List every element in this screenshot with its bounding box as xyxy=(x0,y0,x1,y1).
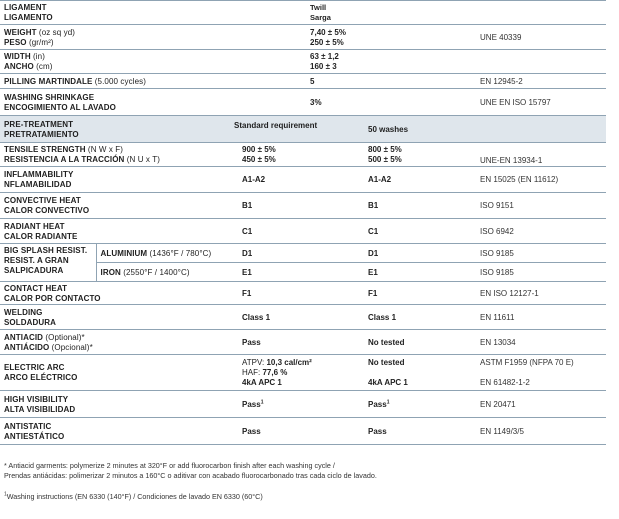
row-convective-heat xyxy=(0,193,606,219)
std-value: Pass$^1$ xyxy=(242,398,264,409)
wash-value: D1 xyxy=(368,248,379,258)
sub-label-aluminium: ALUMINIUM (1436°F / 780°C) xyxy=(96,244,234,263)
std-value: E1 xyxy=(242,267,252,277)
wash-value: Class 1 xyxy=(368,312,397,322)
row-high-visibility xyxy=(0,391,606,418)
norm-value: ISO 9151 xyxy=(480,201,514,210)
row-shrinkage xyxy=(0,89,606,116)
row-label: PILLING MARTINDALE (5.000 cycles) xyxy=(4,76,146,86)
norm-value: EN 12945-2 xyxy=(480,76,523,86)
row-label: WELDING SOLDADURA xyxy=(4,307,57,327)
row-weight xyxy=(0,25,606,50)
row-label: TENSILE STRENGTH (N W x F) RESISTENCIA A LA TRACCIÓN (N U x T) xyxy=(4,145,160,164)
std-value: Class 1 xyxy=(242,312,271,322)
row-electric-arc xyxy=(0,355,606,391)
row-label: LIGAMENT LIGAMENTO xyxy=(4,3,53,22)
row-label: WASHING SHRINKAGE ENCOGIMIENTO AL LAVADO xyxy=(4,92,116,112)
row-pilling xyxy=(0,74,606,89)
row-label: WEIGHT (oz sq yd) PESO (gr/m²) xyxy=(4,27,76,47)
std-value: 63 ± 1,2 160 ± 3 xyxy=(310,52,339,71)
std-value: ATPV: 10,3 cal/cm² HAF: 77,6 % 4kA APC 1 xyxy=(242,358,312,387)
wash-value: C1 xyxy=(368,226,379,236)
wash-value: F1 xyxy=(368,288,378,298)
row-label: INFLAMMABILITY NFLAMABILIDAD xyxy=(4,170,74,189)
std-value: C1 xyxy=(242,226,253,236)
std-value: Twill Sarga xyxy=(310,3,331,22)
row-label: ANTISTATIC ANTIESTÁTICO xyxy=(4,421,65,441)
wash-value: Pass xyxy=(368,426,387,436)
std-value: 3% xyxy=(310,97,322,107)
std-value: Pass xyxy=(242,337,261,347)
column-header-washes: 50 washes xyxy=(364,116,476,143)
row-label: BIG SPLASH RESIST. RESIST. A GRAN SALPICADURA xyxy=(4,246,88,275)
norm-value: EN 13034 xyxy=(480,337,516,347)
row-welding xyxy=(0,305,606,330)
norm-value: UNE-EN 13934-1 xyxy=(480,156,543,165)
norm-value: ISO 6942 xyxy=(480,226,514,236)
row-label: ELECTRIC ARC ARCO ELÉCTRICO xyxy=(4,363,78,382)
sub-label-iron: IRON (2550°F / 1400°C) xyxy=(96,263,234,282)
row-label: RADIANT HEAT CALOR RADIANTE xyxy=(4,221,78,241)
wash-value: E1 xyxy=(368,267,378,277)
row-antiacid xyxy=(0,330,606,355)
row-contact-heat xyxy=(0,282,606,305)
row-width xyxy=(0,50,606,74)
std-value: Pass xyxy=(242,426,261,436)
std-value: B1 xyxy=(242,201,253,210)
std-value: 5 xyxy=(310,76,315,86)
wash-value: No tested xyxy=(368,337,405,347)
std-value: D1 xyxy=(242,248,253,258)
column-header-standard: Standard requirement xyxy=(234,116,364,143)
wash-value: A1-A2 xyxy=(368,175,392,184)
norm-value: ISO 9185 xyxy=(480,248,514,258)
norm-value: UNE 40339 xyxy=(480,32,522,42)
norm-value: UNE EN ISO 15797 xyxy=(480,97,551,107)
row-pretreatment xyxy=(0,116,606,143)
std-value: 7,40 ± 5% 250 ± 5% xyxy=(310,27,346,47)
norm-value: ISO 9185 xyxy=(480,267,514,277)
section-label: PRE-TREATMENT PRETRATAMIENTO xyxy=(0,116,234,143)
row-radiant-heat xyxy=(0,219,606,244)
wash-value: No tested 4kA APC 1 xyxy=(368,358,408,387)
row-inflammability xyxy=(0,167,606,193)
row-antistatic xyxy=(0,418,606,445)
row-splash-aluminium xyxy=(0,244,606,263)
row-label: ANTIACID (Optional)* ANTIÁCIDO (Opcional)* xyxy=(4,332,93,352)
norm-value: EN 11611 xyxy=(480,312,515,322)
norm-value: ASTM F1959 (NFPA 70 E) EN 61482-1-2 xyxy=(480,358,574,387)
wash-value: B1 xyxy=(368,201,379,210)
row-label: CONTACT HEAT CALOR POR CONTACTO xyxy=(4,283,101,303)
row-tensile xyxy=(0,143,606,167)
row-ligament xyxy=(0,1,606,25)
row-label: CONVECTIVE HEAT CALOR CONVECTIVO xyxy=(4,196,90,215)
norm-value: EN 1149/3/5 xyxy=(480,426,524,436)
footnote-washing: $^1$Washing instructions (EN 6330 (140°F) / Condiciones de lavado EN 6330 (60°C) xyxy=(4,491,263,501)
norm-value: EN 20471 xyxy=(480,399,516,409)
wash-value: Pass$^1$ xyxy=(368,398,390,409)
std-value: F1 xyxy=(242,288,252,298)
std-value: A1-A2 xyxy=(242,175,266,184)
norm-value: EN ISO 12127-1 xyxy=(480,288,539,298)
std-value: 900 ± 5% 450 ± 5% xyxy=(242,145,276,164)
footnote-antiacid: * Antiacid garments: polymerize 2 minutes at 320°F or add fluorocarbon finish after each washing cycle / Prendas antiácidas: polimerizar 2 minutos a 160°C o aditivar con acabado fluorocarbonado tras cada ciclo de lavado. xyxy=(4,461,377,480)
norm-value: EN 15025 (EN 11612) xyxy=(480,175,559,184)
row-label: HIGH VISIBILITY ALTA VISIBILIDAD xyxy=(4,394,76,414)
row-label: WIDTH (in) ANCHO (cm) xyxy=(4,52,53,71)
wash-value: 800 ± 5% 500 ± 5% xyxy=(368,145,402,164)
